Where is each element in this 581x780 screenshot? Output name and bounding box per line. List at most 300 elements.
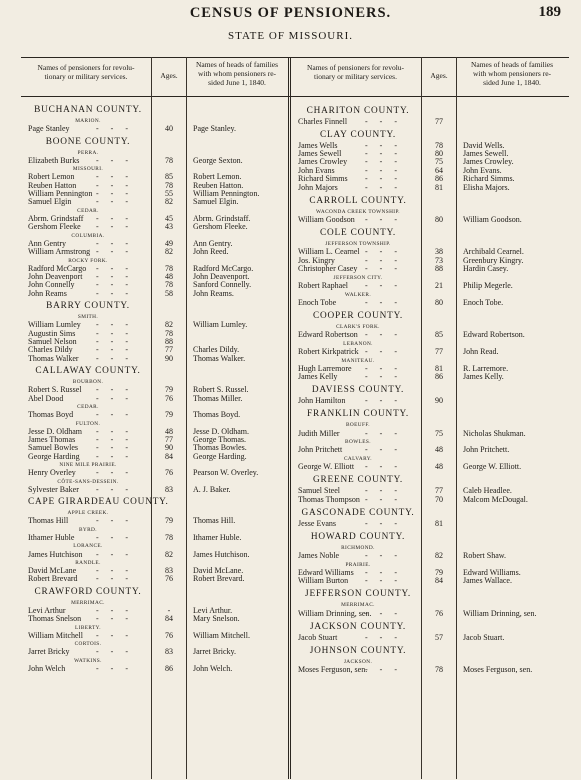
pensioner-age: 86: [165, 663, 173, 673]
township-heading: ROCKY FORK.: [68, 257, 108, 264]
township-heading: SMITH.: [77, 314, 99, 321]
head-of-family: R. Larremore.: [463, 363, 509, 373]
rule-left-heads: [186, 57, 187, 779]
head-of-family: James Hutchison.: [193, 549, 250, 559]
township-heading: CALVARY.: [344, 456, 372, 462]
pensioner-name: Samuel Elgin: [28, 197, 72, 207]
head-of-family: Mary Snelson.: [193, 614, 240, 624]
leader-dashes: - - -: [96, 443, 133, 453]
pensioner-age: 45: [165, 213, 173, 223]
leader-dashes: - - -: [365, 576, 402, 586]
pensioner-name: George W. Elliott: [298, 462, 355, 472]
pensioner-age: 78: [165, 263, 173, 273]
pensioner-name: James Sewell: [298, 149, 342, 158]
pensioner-age: 48: [165, 426, 173, 436]
county-heading: BARRY COUNTY.: [46, 301, 130, 312]
pensioner-age: 84: [165, 451, 173, 461]
head-of-family: Thomas Boyd.: [193, 410, 241, 420]
pensioner-age: 78: [165, 155, 173, 165]
head-of-family: Sanford Connelly.: [193, 280, 252, 290]
pensioner-age: 90: [165, 443, 173, 453]
pensioner-age: 58: [165, 288, 173, 298]
township-heading: LIBERTY.: [75, 624, 101, 631]
township-heading: MERRIMAC.: [71, 599, 105, 606]
pensioner-name: Robert Kirkpatrick: [298, 347, 359, 356]
township-heading: BOEUFF.: [345, 422, 370, 429]
head-of-family: Page Stanley.: [193, 124, 237, 134]
township-heading: CLARK'S FORK.: [336, 324, 380, 330]
pensioner-name: Richard Simms: [298, 174, 348, 184]
col-header-left-names: Names of pensioners for revolu- tionary or military services.: [37, 63, 135, 81]
head-of-family: Greenbury Kingry.: [463, 255, 524, 265]
pensioner-age: 73: [435, 255, 443, 265]
pensioner-name: Robert Raphael: [298, 281, 348, 290]
pensioner-age: 78: [435, 665, 443, 674]
pensioner-name: Abel Dood: [28, 393, 64, 403]
header-rule: [21, 96, 569, 97]
col-header-left-ages: Ages.: [160, 71, 178, 80]
head-of-family: Robert S. Russel.: [193, 385, 249, 395]
head-of-family: David Wells.: [463, 140, 505, 150]
head-of-family: Philip Megerle.: [463, 281, 513, 290]
pensioner-name: William Lumley: [28, 320, 81, 330]
township-heading: JEFFERSON CITY.: [333, 274, 383, 281]
leader-dashes: - - -: [96, 605, 133, 615]
leader-dashes: - - -: [365, 330, 402, 340]
head-of-family: Charles Dildy.: [193, 345, 240, 355]
head-of-family: Ann Gentry.: [193, 238, 233, 248]
head-of-family: James Wallace.: [463, 576, 512, 586]
township-heading: JACKSON.: [343, 658, 373, 665]
state-heading: STATE OF MISSOURI.: [228, 30, 353, 42]
township-heading: CÔTE-SANS-DESSEIN.: [57, 478, 119, 485]
leader-dashes: - - -: [365, 182, 402, 192]
head-of-family: Jesse D. Oldham.: [193, 426, 249, 436]
col-header-right-ages: Ages.: [430, 71, 448, 80]
county-heading: BUCHANAN COUNTY.: [34, 105, 142, 115]
county-heading: CALLAWAY COUNTY.: [35, 366, 141, 377]
leader-dashes: - - -: [365, 165, 402, 175]
head-of-family: Moses Ferguson, sen.: [463, 665, 533, 674]
township-heading: PERRA.: [77, 149, 99, 156]
pensioner-name: Charles Finnell: [298, 116, 348, 126]
pensioner-age: 55: [165, 189, 173, 198]
pensioner-name: Sylvester Baker: [28, 484, 79, 494]
pensioner-age: 80: [435, 297, 443, 307]
head-of-family: Robert Brevard.: [193, 574, 245, 584]
pensioner-name: William Pennington: [28, 189, 93, 198]
pensioner-name: Jesse Evans: [298, 518, 336, 528]
leader-dashes: - - -: [365, 157, 402, 167]
head-of-family: William Pennington.: [193, 189, 260, 198]
pensioner-age: 82: [165, 197, 173, 207]
head-of-family: George Harding.: [193, 451, 247, 461]
leader-dashes: - - -: [96, 549, 133, 559]
pensioner-age: 78: [165, 328, 173, 338]
leader-dashes: - - -: [365, 428, 402, 438]
leader-dashes: - - -: [365, 372, 402, 382]
head-of-family: John Reed.: [193, 247, 229, 257]
head-of-family: James Sewell.: [463, 149, 509, 158]
pensioner-age: 48: [435, 462, 443, 472]
head-of-family: Radford McCargo.: [193, 263, 254, 273]
pensioner-age: 48: [165, 272, 173, 282]
pensioner-name: William Drinning, sen.: [298, 608, 372, 618]
head-of-family: David McLane.: [193, 566, 244, 576]
pensioner-name: Jarret Bricky: [28, 647, 70, 657]
township-heading: MERRIMAC.: [341, 602, 375, 609]
township-heading: PRAIRIE.: [345, 561, 371, 568]
pensioner-age: 90: [435, 396, 443, 406]
pensioner-age: 82: [165, 549, 173, 559]
pensioner-age: 79: [165, 410, 173, 420]
leader-dashes: - - -: [96, 566, 133, 576]
pensioner-age: 21: [435, 281, 443, 290]
county-heading: HOWARD COUNTY.: [310, 531, 406, 542]
col-header-right-heads: Names of heads of families with whom pensioners re- sided June 1, 1840.: [470, 60, 554, 87]
pensioner-age: 85: [165, 172, 173, 182]
head-of-family: Thomas Miller.: [193, 393, 243, 403]
leader-dashes: - - -: [96, 320, 133, 330]
pensioner-age: 83: [165, 566, 173, 576]
leader-dashes: - - -: [96, 288, 133, 298]
head-of-family: Archibald Cearnel.: [463, 247, 524, 257]
pensioner-name: Edward Williams: [298, 567, 354, 577]
leader-dashes: - - -: [365, 174, 402, 184]
pensioner-name: John Reams: [28, 288, 67, 298]
pensioner-age: -: [167, 605, 171, 615]
pensioner-age: 38: [435, 247, 443, 257]
township-heading: RICHMOND.: [341, 544, 375, 551]
leader-dashes: - - -: [365, 247, 402, 257]
pensioner-name: Thomas Boyd: [28, 410, 74, 420]
head-of-family: George Sexton.: [193, 155, 243, 165]
county-heading: COLE COUNTY.: [319, 228, 397, 238]
head-of-family: Abrm. Grindstaff.: [193, 213, 251, 223]
pensioner-age: 79: [165, 516, 173, 526]
pensioner-age: 84: [435, 576, 443, 586]
pensioner-age: 81: [435, 518, 443, 528]
leader-dashes: - - -: [365, 494, 402, 504]
head-of-family: A. J. Baker.: [193, 484, 231, 494]
pensioner-name: Edward Robertson: [298, 330, 358, 340]
leader-dashes: - - -: [96, 516, 133, 526]
pensioner-age: 82: [435, 551, 443, 560]
leader-dashes: - - -: [96, 451, 133, 461]
head-of-family: Jarret Bricky.: [193, 647, 237, 657]
head-of-family: Thomas Walker.: [193, 353, 246, 363]
leader-dashes: - - -: [96, 532, 133, 542]
leader-dashes: - - -: [96, 574, 133, 584]
pensioner-age: 75: [435, 428, 443, 438]
county-heading: GASCONADE COUNTY.: [301, 507, 415, 518]
pensioner-age: 40: [165, 124, 173, 134]
col-header-left-heads: Names of heads of families with whom pensioners re- sided June 1, 1840.: [195, 60, 279, 87]
pensioner-name: Charles Dildy: [28, 345, 73, 355]
pensioner-age: 84: [165, 614, 173, 624]
county-heading: CAPE GIRARDEAU COUNTY.: [28, 497, 169, 508]
county-heading: CHARITON COUNTY.: [306, 105, 410, 116]
township-heading: FULTON.: [75, 420, 101, 427]
county-heading: CLAY COUNTY.: [320, 129, 396, 140]
leader-dashes: - - -: [96, 614, 133, 624]
pensioner-name: Judith Miller: [298, 428, 340, 438]
head-of-family: Levi Arthur.: [193, 605, 233, 615]
leader-dashes: - - -: [365, 551, 402, 560]
leader-dashes: - - -: [365, 486, 402, 496]
township-heading: LORANCE.: [73, 543, 103, 550]
pensioner-name: Ann Gentry: [28, 238, 66, 248]
head-of-family: William Lumley.: [193, 320, 248, 330]
pensioner-age: 70: [435, 494, 443, 504]
township-heading: WATKINS.: [74, 657, 102, 664]
leader-dashes: - - -: [365, 445, 402, 455]
pensioner-age: 90: [165, 353, 173, 363]
township-heading: BOWLES.: [345, 439, 371, 446]
pensioner-name: James Wells: [298, 140, 338, 150]
township-heading: MISSOURI.: [72, 166, 104, 173]
pensioner-name: Jacob Stuart: [298, 632, 338, 642]
leader-dashes: - - -: [96, 155, 133, 165]
head-of-family: Thomas Hill.: [193, 516, 236, 526]
head-of-family: Robert Lemon.: [193, 172, 242, 182]
pensioner-name: James Noble: [298, 551, 340, 560]
leader-dashes: - - -: [365, 632, 402, 642]
leader-dashes: - - -: [365, 462, 402, 472]
pensioner-name: Augustin Sims: [28, 328, 76, 338]
leader-dashes: - - -: [96, 484, 133, 494]
township-heading: MANITEAU.: [341, 357, 375, 364]
leader-dashes: - - -: [96, 189, 133, 198]
pensioner-name: William Burton: [298, 576, 349, 586]
township-heading: CORTOIS.: [74, 641, 102, 648]
pensioner-age: 78: [165, 180, 173, 190]
pensioner-name: John Welch: [28, 663, 66, 673]
pensioner-age: 85: [435, 330, 443, 340]
pensioner-name: Jesse D. Oldham: [28, 426, 82, 436]
pensioner-age: 77: [165, 345, 173, 355]
leader-dashes: - - -: [96, 353, 133, 363]
pensioner-name: Christopher Casey: [298, 264, 358, 274]
head-of-family: Nicholas Shukman.: [463, 428, 526, 438]
head-of-family: Richard Simms.: [463, 174, 515, 184]
pensioner-age: 86: [435, 174, 443, 184]
township-heading: BOURBON.: [72, 379, 104, 386]
head-of-family: John Pritchett.: [463, 445, 510, 455]
pensioner-name: Thomas Hill: [28, 516, 69, 526]
pensioner-name: Gershom Fleeke: [28, 222, 81, 232]
head-of-family: John Welch.: [193, 663, 233, 673]
rule-center: [288, 57, 291, 779]
pensioner-name: William Goodson: [298, 215, 355, 224]
township-heading: APPLE CREEK.: [67, 510, 109, 517]
pensioner-age: 83: [165, 647, 173, 657]
rule-right-heads: [456, 57, 457, 779]
head-of-family: William Mitchell.: [193, 630, 250, 640]
leader-dashes: - - -: [96, 213, 133, 223]
head-of-family: Gershom Fleeke.: [193, 222, 248, 232]
leader-dashes: - - -: [96, 393, 133, 403]
pensioner-name: Samuel Steel: [298, 486, 340, 496]
leader-dashes: - - -: [96, 468, 133, 478]
pensioner-age: 80: [435, 215, 443, 224]
pensioner-age: 48: [435, 445, 443, 455]
leader-dashes: - - -: [96, 180, 133, 190]
pensioner-age: 79: [435, 567, 443, 577]
pensioner-name: Thomas Thompson: [298, 494, 360, 504]
leader-dashes: - - -: [96, 337, 133, 346]
pensioner-age: 78: [165, 280, 173, 290]
county-heading: CARROLL COUNTY.: [309, 195, 407, 206]
head-of-family: Elisha Majors.: [463, 182, 510, 192]
pensioner-name: Thomas Walker: [28, 353, 79, 363]
township-heading: LEBANON.: [343, 340, 373, 347]
township-heading: CEDAR.: [77, 207, 99, 214]
pensioner-name: James Crowley: [298, 157, 348, 167]
pensioner-name: Abrm. Grindstaff: [28, 213, 84, 223]
pensioner-age: 76: [165, 468, 173, 478]
pensioner-name: John Majors: [298, 182, 338, 192]
leader-dashes: - - -: [96, 197, 133, 207]
pensioner-name: Enoch Tobe: [298, 297, 337, 307]
head-of-family: Caleb Headlee.: [463, 486, 512, 496]
county-heading: COOPER COUNTY.: [312, 310, 404, 321]
pensioner-name: James Thomas: [28, 435, 76, 445]
head-of-family: John Deavenport.: [193, 272, 250, 282]
township-heading: CEDAR.: [77, 403, 99, 410]
pensioner-age: 57: [435, 632, 443, 642]
pensioner-age: 79: [165, 385, 173, 395]
pensioner-age: 80: [435, 149, 443, 158]
township-heading: RANDLE.: [75, 559, 101, 566]
county-heading: FRANKLIN COUNTY.: [307, 409, 409, 420]
county-heading: BOONE COUNTY.: [45, 136, 131, 147]
pensioner-age: 77: [435, 116, 443, 126]
township-heading: WALKER.: [344, 291, 372, 298]
leader-dashes: - - -: [96, 647, 133, 657]
county-heading: JOHNSON COUNTY.: [309, 645, 407, 656]
head-of-family: Samuel Elgin.: [193, 197, 239, 207]
head-of-family: John Read.: [463, 347, 499, 356]
pensioner-name: Moses Ferguson, sen.: [298, 665, 368, 674]
township-heading: NINE MILE PRAIRIE.: [59, 462, 117, 469]
leader-dashes: - - -: [96, 172, 133, 182]
page-title: CENSUS OF PENSIONERS.: [189, 5, 392, 21]
county-heading: GREENE COUNTY.: [312, 475, 404, 486]
pensioner-name: John Connelly: [28, 280, 75, 290]
pensioner-name: Samuel Nelson: [28, 337, 77, 346]
leader-dashes: - - -: [96, 263, 133, 273]
pensioner-name: Jos. Kingry: [298, 255, 335, 265]
county-heading: JEFFERSON COUNTY.: [305, 589, 411, 600]
pensioner-age: 49: [165, 238, 173, 248]
head-of-family: William Goodson.: [463, 215, 522, 224]
leader-dashes: - - -: [96, 410, 133, 420]
leader-dashes: - - -: [365, 255, 402, 265]
leader-dashes: - - -: [365, 518, 402, 528]
pensioner-name: Robert Brevard: [28, 574, 78, 584]
pensioner-age: 78: [435, 140, 443, 150]
pensioner-age: 81: [435, 182, 443, 192]
pensioner-name: William L. Cearnel: [298, 247, 360, 257]
leader-dashes: - - -: [96, 345, 133, 355]
pensioner-age: 81: [435, 363, 443, 373]
pensioner-name: William Armstrong: [28, 247, 91, 257]
pensioner-name: David McLane: [28, 566, 77, 576]
head-of-family: Jacob Stuart.: [463, 632, 505, 642]
pensioner-age: 88: [435, 264, 443, 274]
pensioner-name: Robert S. Russel: [28, 385, 82, 395]
pensioner-name: Radford McCargo: [28, 263, 87, 273]
leader-dashes: - - -: [96, 663, 133, 673]
pensioner-age: 76: [165, 574, 173, 584]
leader-dashes: - - -: [96, 272, 133, 282]
pensioner-name: John Hamilton: [298, 396, 346, 406]
leader-dashes: - - -: [365, 363, 402, 373]
pensioner-name: Page Stanley: [28, 124, 70, 134]
county-heading: JACKSON COUNTY.: [309, 621, 407, 632]
pensioner-age: 77: [435, 486, 443, 496]
leader-dashes: - - -: [96, 426, 133, 436]
leader-dashes: - - -: [365, 608, 402, 618]
leader-dashes: - - -: [96, 124, 133, 134]
pensioner-name: Hugh Larremore: [298, 363, 352, 373]
head-of-family: Enoch Tobe.: [463, 297, 504, 307]
pensioner-name: Robert Lemon: [28, 172, 75, 182]
pensioner-name: Elizabeth Burks: [28, 155, 80, 165]
head-of-family: Malcom McDougal.: [463, 494, 528, 504]
leader-dashes: - - -: [96, 630, 133, 640]
pensioner-age: 75: [435, 157, 443, 167]
county-heading: DAVIESS COUNTY.: [311, 385, 405, 396]
pensioner-age: 77: [435, 347, 443, 356]
head-of-family: James Crowley.: [463, 157, 514, 167]
township-heading: COLUMBIA.: [71, 232, 105, 239]
leader-dashes: - - -: [365, 116, 402, 126]
leader-dashes: - - -: [96, 222, 133, 232]
township-heading: MARION.: [75, 118, 101, 124]
pensioner-age: 64: [435, 165, 443, 175]
leader-dashes: - - -: [96, 435, 133, 445]
pensioner-name: John Pritchett: [298, 445, 343, 455]
township-heading: JEFFERSON TOWNSHIP.: [325, 241, 391, 248]
page-number: 189: [538, 4, 561, 20]
pensioner-age: 76: [165, 393, 173, 403]
leader-dashes: - - -: [365, 396, 402, 406]
head-of-family: Ithamer Huble.: [193, 532, 242, 542]
leader-dashes: - - -: [365, 264, 402, 274]
leader-dashes: - - -: [365, 140, 402, 150]
leader-dashes: - - -: [365, 149, 402, 158]
leader-dashes: - - -: [365, 297, 402, 307]
head-of-family: James Kelly.: [463, 372, 504, 382]
pensioner-name: George Harding: [28, 451, 80, 461]
pensioner-name: William Mitchell: [28, 630, 83, 640]
pensioner-name: John Deavenport: [28, 272, 83, 282]
pensioner-name: Reuben Hatton: [28, 180, 77, 190]
pensioner-age: 88: [165, 337, 173, 346]
leader-dashes: - - -: [365, 281, 402, 290]
pensioner-name: Levi Arthur: [28, 605, 66, 615]
head-of-family: Reuben Hatton.: [193, 180, 244, 190]
head-of-family: Thomas Bowles.: [193, 443, 247, 453]
pensioner-age: 76: [435, 608, 443, 618]
head-of-family: Edward Robertson.: [463, 330, 525, 340]
leader-dashes: - - -: [96, 328, 133, 338]
pensioner-age: 86: [435, 372, 443, 382]
leader-dashes: - - -: [365, 215, 402, 224]
head-of-family: Pearson W. Overley.: [193, 468, 259, 478]
